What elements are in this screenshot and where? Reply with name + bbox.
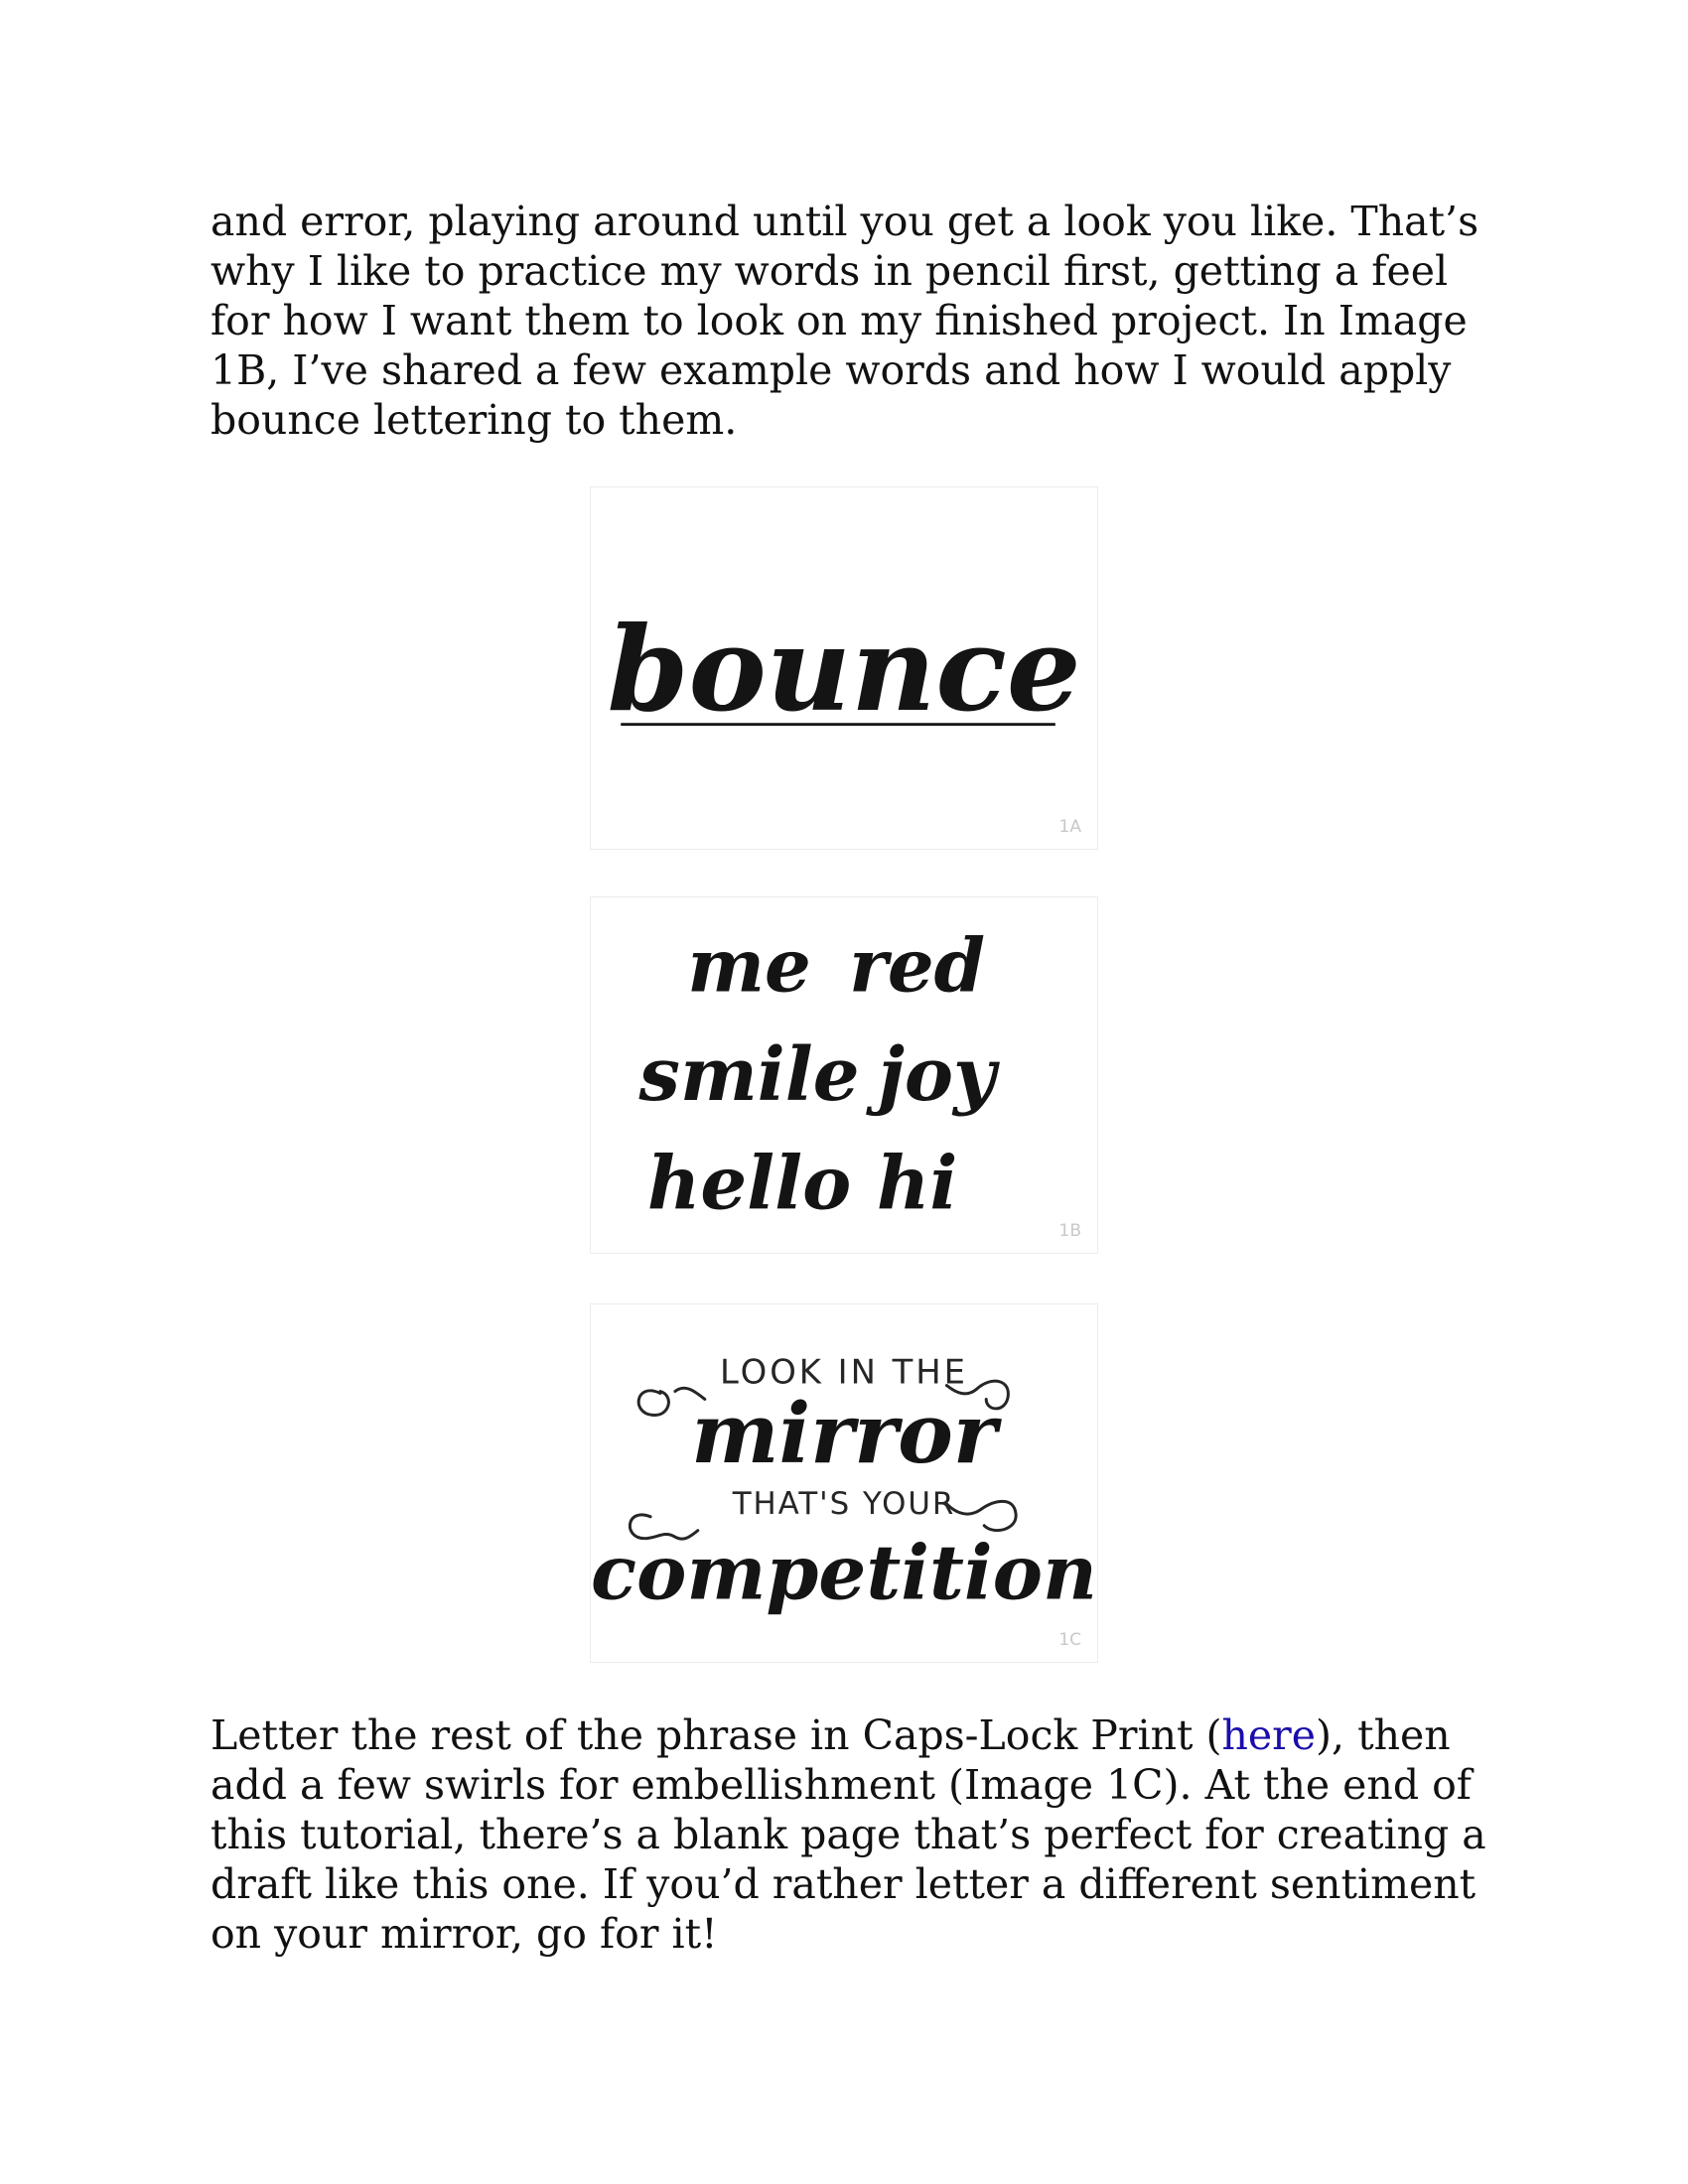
example-word-red: red: [849, 923, 986, 1010]
figure-1a-word: bounce: [607, 600, 1081, 738]
figure-1c-phrase: [590, 1303, 1098, 1663]
phrase-line-look-in-the: LOOK IN THE: [720, 1352, 968, 1392]
figure-1b-artwork: [591, 897, 1097, 1253]
phrase-line-thats-your: THAT'S YOUR: [732, 1485, 956, 1522]
paragraph-text-after-link: ), then add a few swirls for embellishment (Image 1C). At the end of this tutorial, there’s a blank page that’s perfect for creating a draft like this one. If you’d rather letter a different sentiment on your mirror, go for it!: [211, 1711, 1486, 1958]
figure-1b-label: 1B: [1058, 1221, 1081, 1241]
example-word-joy: joy: [878, 1031, 996, 1118]
paragraph-instructions: [211, 1710, 1501, 1959]
figure-1c-label: 1C: [1058, 1630, 1081, 1650]
figure-1a-bounce: [590, 486, 1098, 850]
figure-1b-examples: [590, 896, 1098, 1254]
figure-1a-label: 1A: [1058, 817, 1081, 837]
swirl-right-bottom-icon: [946, 1501, 1016, 1530]
phrase-word-competition: competition: [591, 1528, 1097, 1617]
example-word-me: me: [687, 923, 811, 1010]
example-word-smile: smile: [638, 1031, 860, 1118]
example-word-hello: hello: [646, 1141, 852, 1227]
paragraph-intro: and error, playing around until you get a look you like. That’s why I like to practice my words in pencil first, getting a feel for how I want them to look on my finished project. In Image 1B, I’ve shared a few example words and how I would apply bounce lettering to them.: [211, 198, 1479, 444]
paragraph-text-before-link: Letter the rest of the phrase in Caps-Lock Print (: [211, 1711, 1222, 1759]
example-word-hi: hi: [876, 1141, 958, 1227]
figure-1a-artwork: [591, 487, 1097, 849]
figure-1c-artwork: [591, 1304, 1097, 1662]
here-link[interactable]: here: [1221, 1711, 1317, 1759]
phrase-word-mirror: mirror: [691, 1385, 997, 1483]
